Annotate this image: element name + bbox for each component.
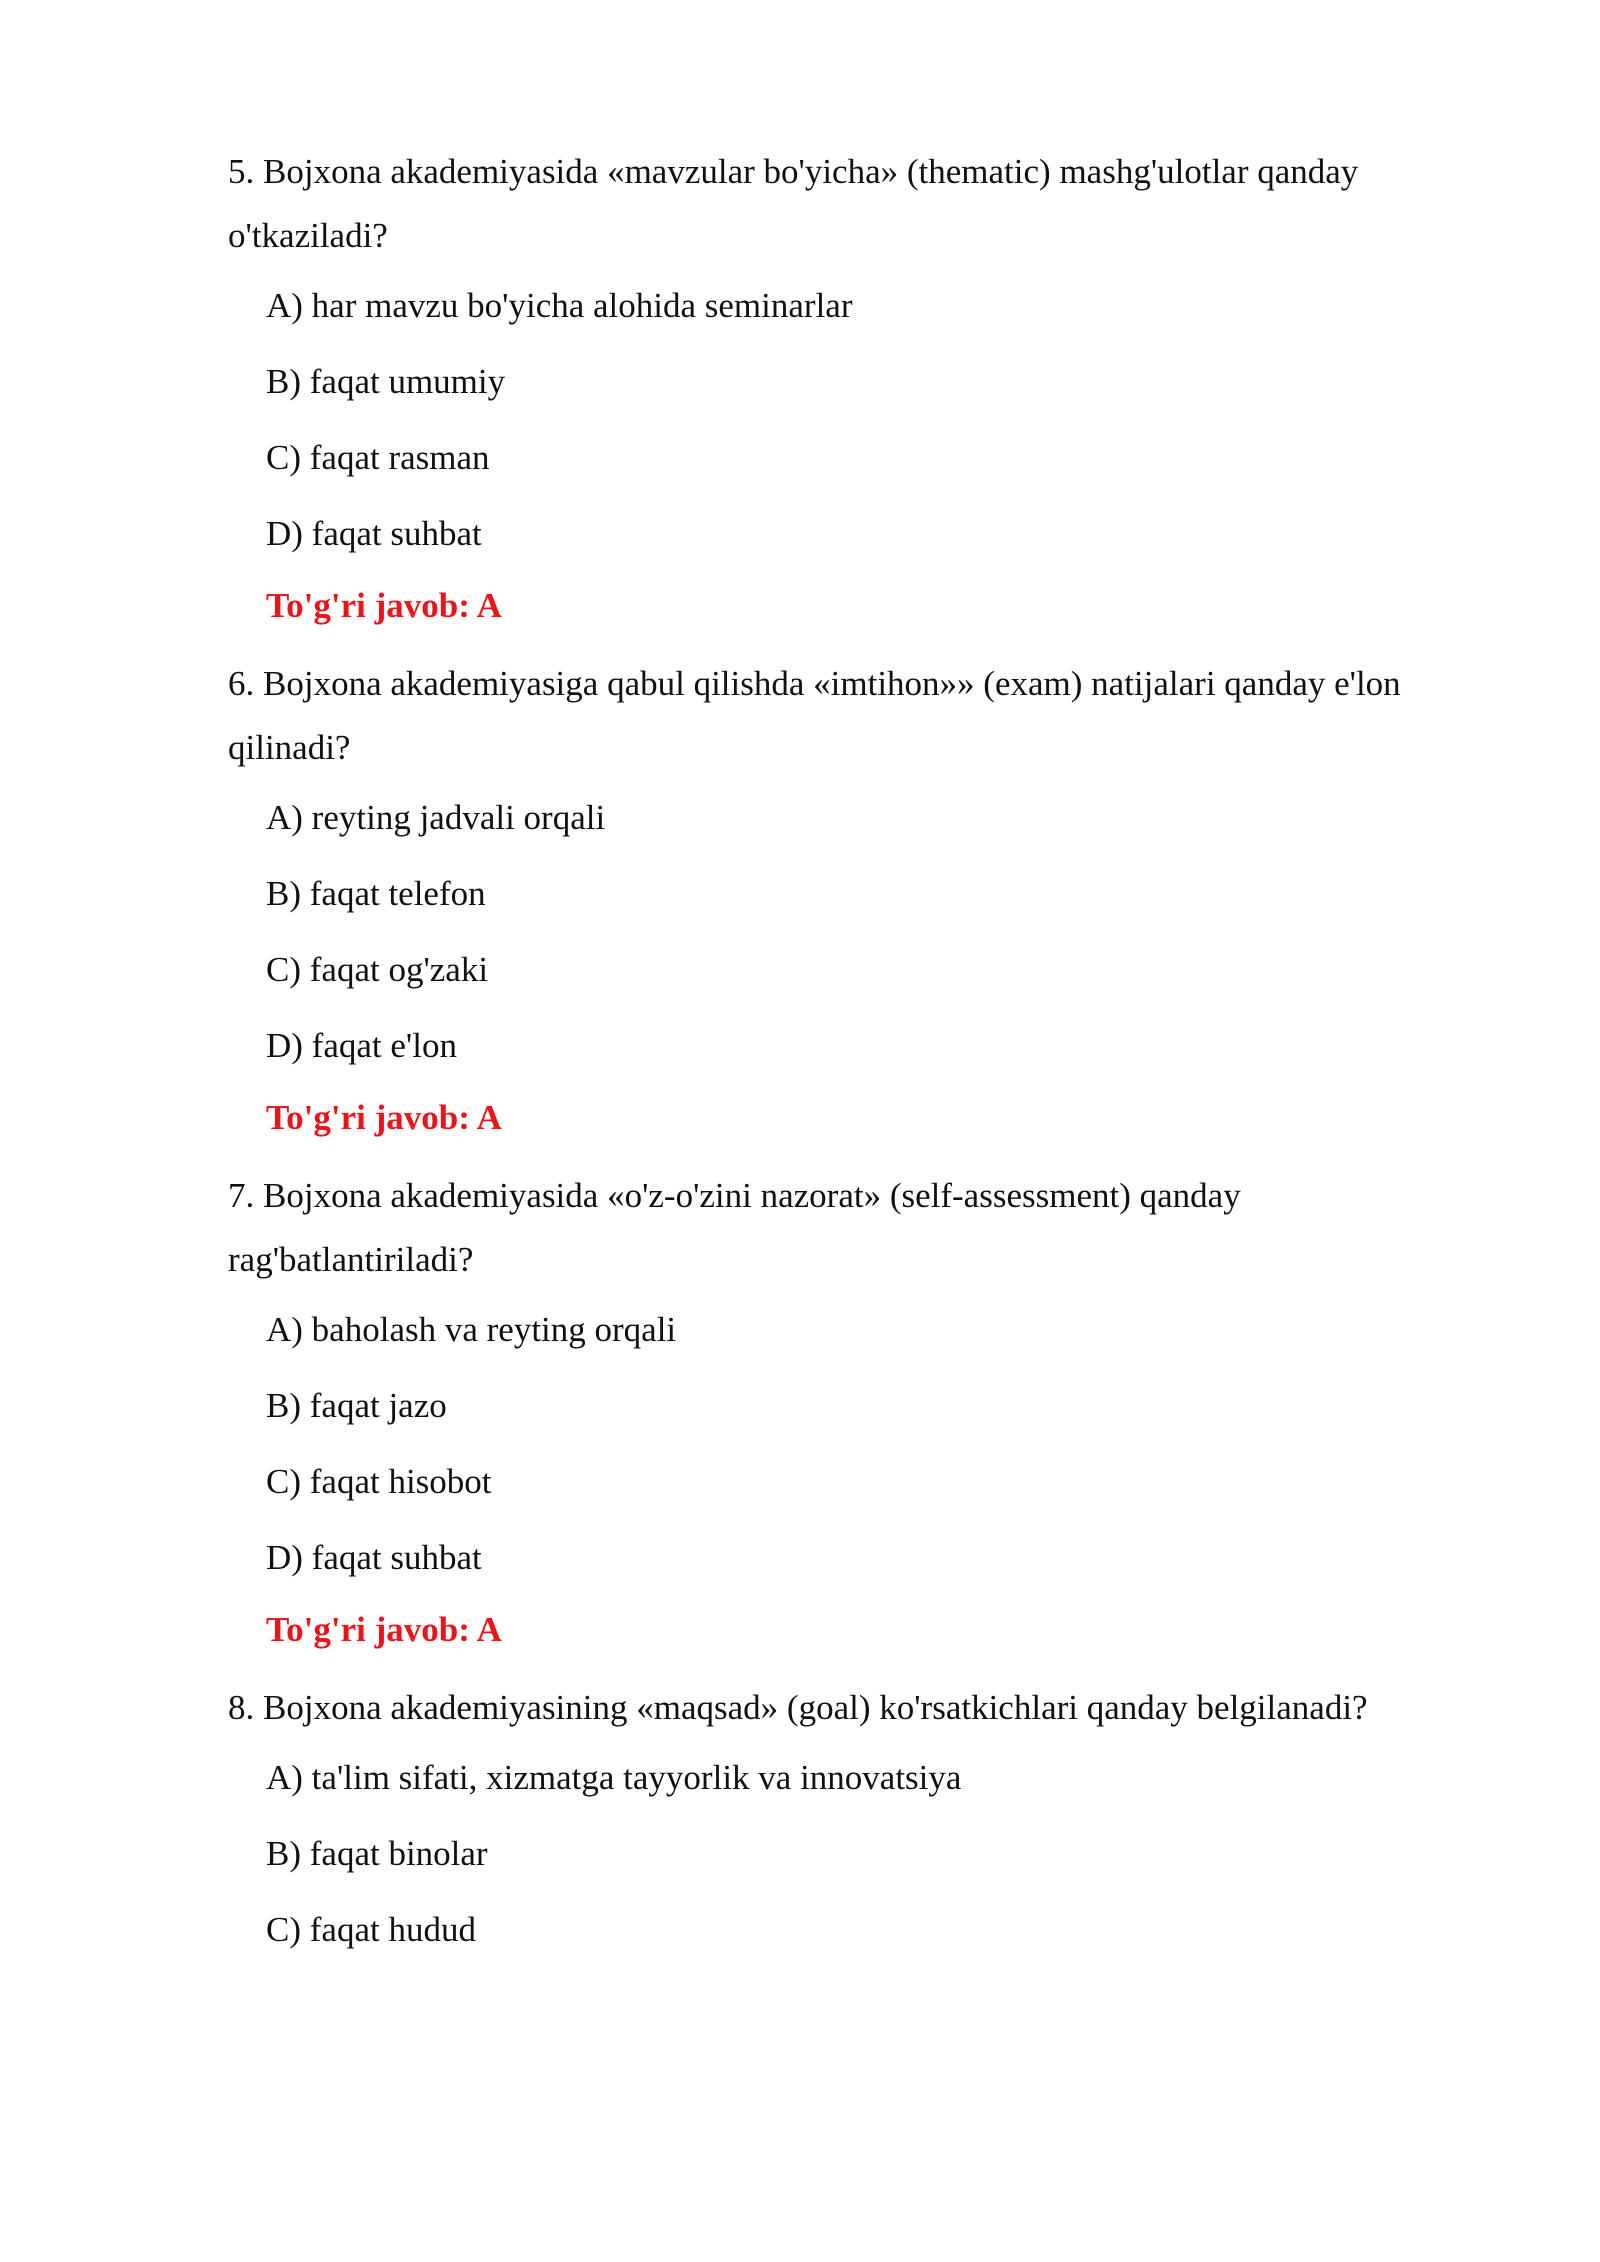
question-8 [228,1676,1468,1954]
correct-answer: To'g'ri javob: A [266,1610,502,1649]
question-text: 7. Bojxona akademiyasida «o'z-o'zini nazorat» (self-assessment) qanday rag'batlantiriladi? [228,1176,1241,1279]
option-c: C) faqat og'zaki [266,950,489,989]
option-c: C) faqat hudud [266,1910,476,1949]
question-5 [228,140,1468,630]
option-d: D) faqat suhbat [266,514,482,553]
question-list [228,140,1468,1982]
option-b: B) faqat jazo [266,1386,447,1425]
option-b: B) faqat binolar [266,1834,488,1873]
option-list [266,794,1468,1070]
correct-answer: To'g'ri javob: A [266,1098,502,1137]
option-a: A) ta'lim sifati, xizmatga tayyorlik va innovatsiya [266,1758,962,1797]
option-a: A) har mavzu bo'yicha alohida seminarlar [266,286,853,325]
question-6 [228,652,1468,1142]
option-d: D) faqat suhbat [266,1538,482,1577]
option-list [266,1754,1468,1954]
option-b: B) faqat umumiy [266,362,506,401]
option-list [266,282,1468,558]
option-c: C) faqat hisobot [266,1462,492,1501]
question-7 [228,1164,1468,1654]
question-text: 6. Bojxona akademiyasiga qabul qilishda «imtihon»» (exam) natijalari qanday e'lon qilinadi? [228,664,1401,767]
option-a: A) baholash va reyting orqali [266,1310,677,1349]
option-list [266,1306,1468,1582]
correct-answer: To'g'ri javob: A [266,586,502,625]
option-a: A) reyting jadvali orqali [266,798,606,837]
option-c: C) faqat rasman [266,438,490,477]
option-d: D) faqat e'lon [266,1026,457,1065]
question-text: 5. Bojxona akademiyasida «mavzular bo'yicha» (thematic) mashg'ulotlar qanday o'tkaziladi? [228,152,1359,255]
question-text: 8. Bojxona akademiyasining «maqsad» (goal) ko'rsatkichlari qanday belgilanadi? [228,1688,1368,1727]
option-b: B) faqat telefon [266,874,486,913]
